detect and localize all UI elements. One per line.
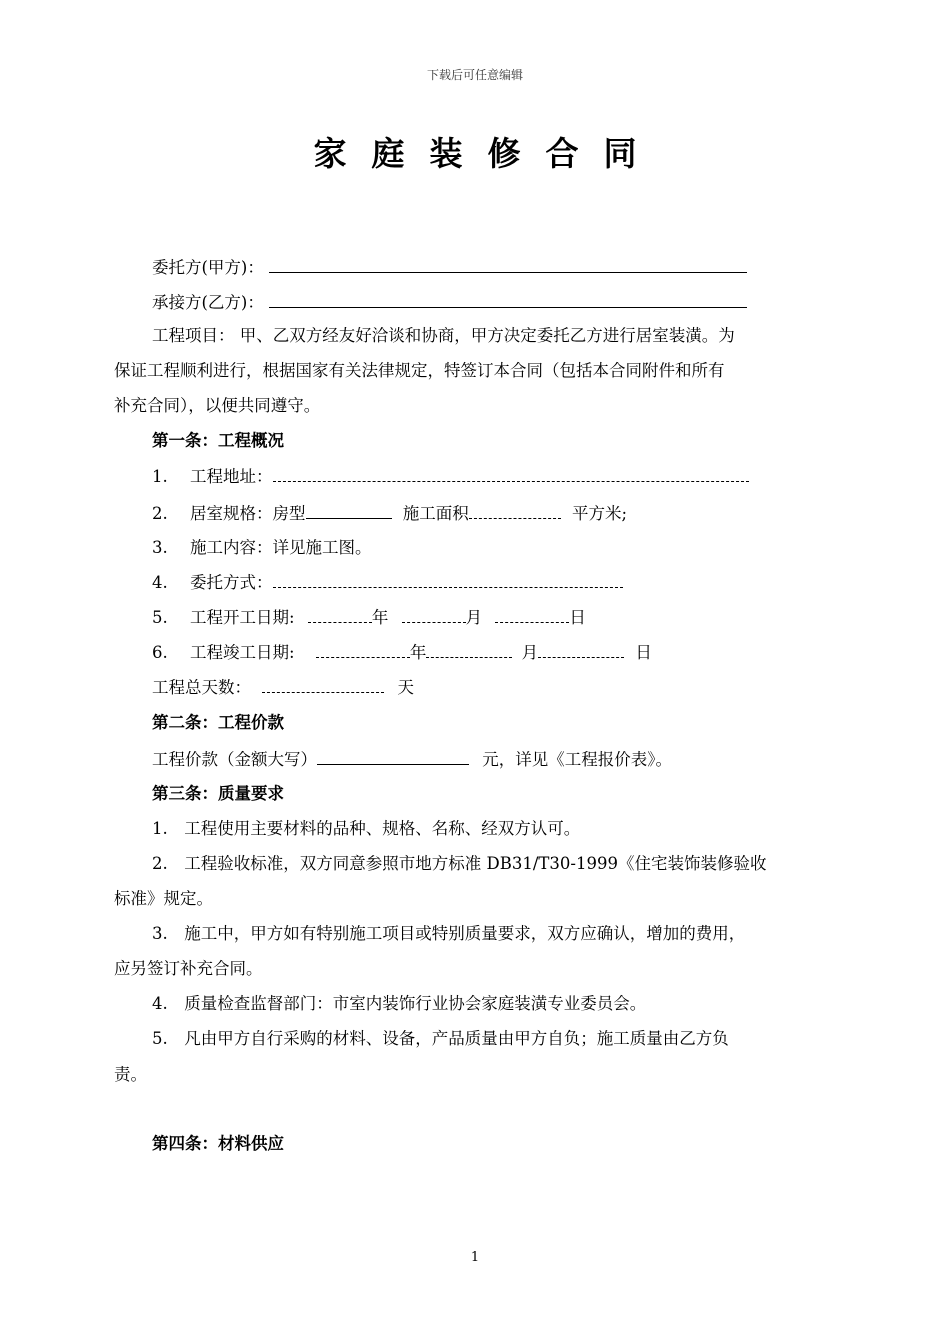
- address-input-line[interactable]: [273, 467, 749, 482]
- client-label: 委托方(甲方)：: [152, 258, 264, 277]
- art1-item-1: [152, 466, 749, 488]
- year-label: 年: [371, 608, 389, 627]
- end-year-input[interactable]: [316, 643, 410, 658]
- month-label: 月: [465, 608, 483, 627]
- construction-content: 施工内容：详见施工图。: [190, 538, 372, 557]
- total-days-input[interactable]: [262, 678, 384, 693]
- day-label: 日: [635, 643, 652, 662]
- item-number: 1.: [152, 467, 168, 486]
- area-label: 施工面积: [402, 504, 469, 523]
- art3-item-4: 4. 质量检查监督部门：市室内装饰行业协会家庭装潢专业委员会。: [152, 994, 647, 1013]
- total-days-label: 工程总天数：: [152, 678, 251, 697]
- art3-item-5-line-2: 责。: [114, 1065, 147, 1084]
- price-tail: 元，详见《工程报价表》。: [482, 750, 672, 769]
- art1-item-3: [152, 537, 372, 559]
- day-label: 日: [569, 608, 586, 627]
- header-note: 下载后可任意编辑: [426, 68, 523, 82]
- end-day-input[interactable]: [538, 643, 624, 658]
- area-unit: 平方米;: [572, 504, 628, 523]
- price-row: [152, 747, 672, 771]
- price-input-line[interactable]: [317, 747, 469, 765]
- end-month-input[interactable]: [426, 643, 512, 658]
- room-type-input-line[interactable]: [306, 501, 392, 519]
- art1-item-2: [152, 501, 627, 525]
- contractor-label: 承接方(乙方)：: [152, 293, 264, 312]
- contractor-row: [152, 290, 747, 314]
- price-label: 工程价款（金额大写）: [152, 750, 317, 769]
- intro-line-2: 保证工程顺利进行，根据国家有关法律规定，特签订本合同（包括本合同附件和所有: [114, 361, 725, 380]
- month-label: 月: [521, 643, 539, 662]
- year-label: 年: [409, 643, 427, 662]
- art3-item-5-line-1: 5. 凡由甲方自行采购的材料、设备，产品质量由甲方自负；施工质量由乙方负: [152, 1029, 729, 1048]
- art3-item-2-line-1: 2. 工程验收标准，双方同意参照市地方标准 DB31/T30-1999《住宅装饰装修验收: [152, 854, 767, 873]
- article-3-heading: 第三条：质量要求: [152, 784, 284, 803]
- article-1-heading: 第一条：工程概况: [152, 431, 284, 450]
- start-day-input[interactable]: [495, 608, 569, 623]
- address-label: 工程地址：: [190, 467, 273, 486]
- item-number: 6.: [152, 643, 168, 662]
- page-number: 1: [470, 1250, 480, 1265]
- article-2-heading: 第二条：工程价款: [152, 713, 284, 732]
- article-4-heading: 第四条：材料供应: [152, 1134, 284, 1153]
- intro-line-1: 工程项目： 甲、乙双方经友好洽谈和协商，甲方决定委托乙方进行居室装潢。为: [152, 326, 735, 345]
- item-number: 5.: [152, 608, 168, 627]
- start-month-input[interactable]: [402, 608, 466, 623]
- end-date-label: 工程竣工日期:: [190, 643, 295, 662]
- start-year-input[interactable]: [308, 608, 372, 623]
- item-number: 2.: [152, 504, 168, 523]
- art3-item-3-line-2: 应另签订补充合同。: [114, 959, 263, 978]
- area-input-line[interactable]: [469, 504, 561, 519]
- art1-item-5: [152, 607, 586, 629]
- start-date-label: 工程开工日期:: [190, 608, 295, 627]
- art1-item-4: [152, 572, 623, 594]
- item-number: 4.: [152, 573, 168, 592]
- art3-item-2-line-2: 标准》规定。: [114, 889, 213, 908]
- item-number: 3.: [152, 538, 168, 557]
- total-days-row: [152, 677, 414, 699]
- art3-item-1: 1. 工程使用主要材料的品种、规格、名称、经双方认可。: [152, 819, 581, 838]
- commission-input-line[interactable]: [273, 573, 623, 588]
- commission-label: 委托方式：: [190, 573, 273, 592]
- client-input-line[interactable]: [269, 255, 747, 273]
- document-title: 家庭装修合同: [313, 134, 662, 173]
- contractor-input-line[interactable]: [269, 290, 747, 308]
- total-days-unit: 天: [397, 678, 414, 697]
- intro-line-3: 补充合同），以便共同遵守。: [114, 396, 321, 415]
- room-type-label: 居室规格：房型: [190, 504, 306, 523]
- art3-item-3-line-1: 3. 施工中，甲方如有特别施工项目或特别质量要求，双方应确认，增加的费用，: [152, 924, 746, 943]
- art1-item-6: [152, 642, 652, 664]
- client-row: [152, 255, 747, 279]
